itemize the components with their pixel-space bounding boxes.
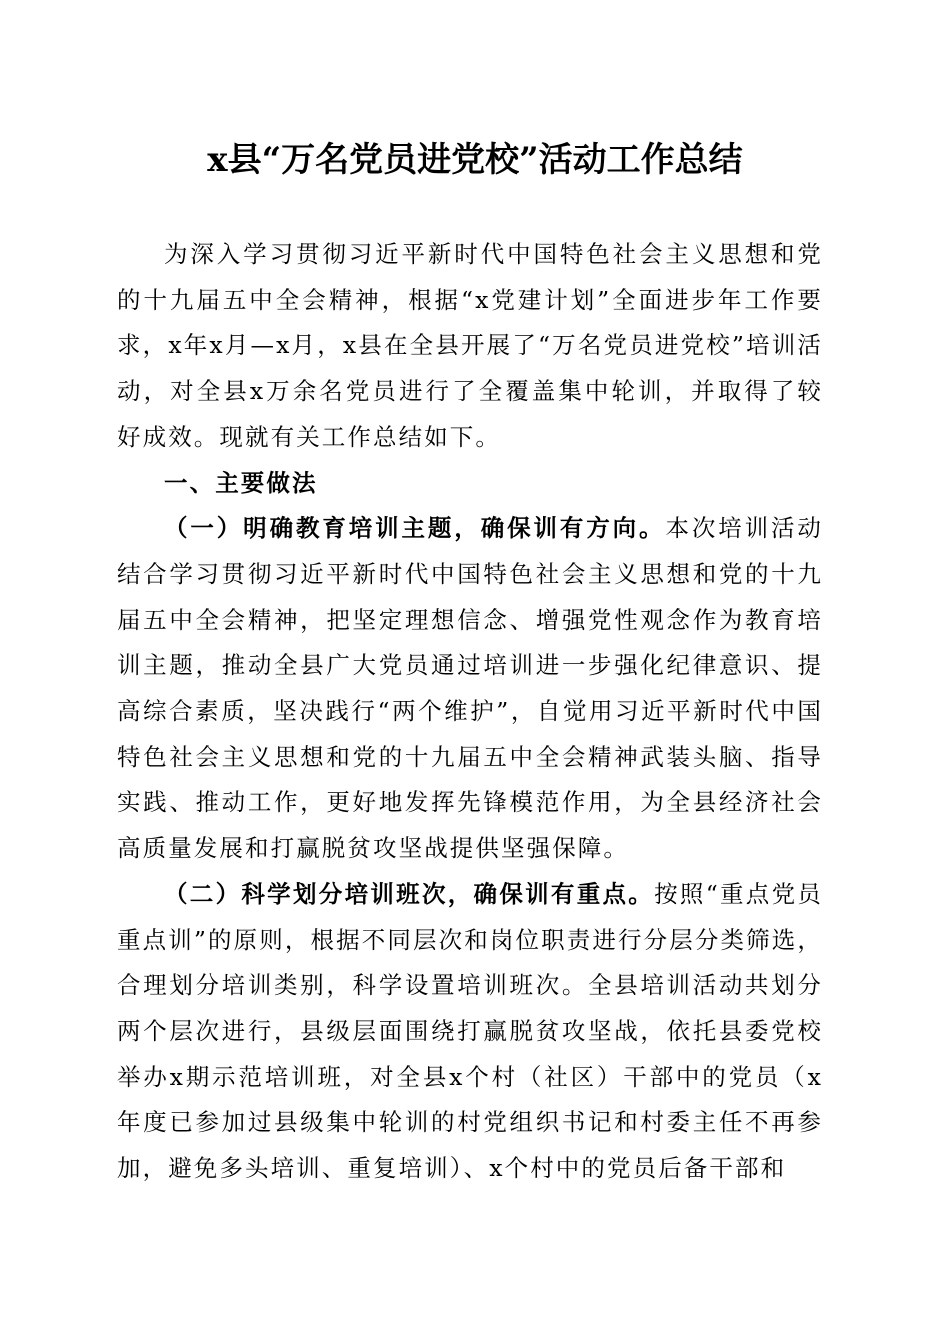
item-1-lead: （一）明确教育培训主题，确保训有方向。	[164, 514, 666, 543]
item-1-text: 本次培训活动结合学习贯彻习近平新时代中国特色社会主义思想和党的十九届五中全会精神，把坚定理想信念、增强党性观念作为教育培训主题，推动全县广大党员通过培训进一步强化纪律意识、提高综合素质，坚决践行“两个维护”，自觉用习近平新时代中国特色社会主义思想和党的十九届五中全会精神武装头脑、指导实践、推动工作，更好地发挥先锋模范作用，为全县经济社会高质量发展和打赢脱贫攻坚战提供坚强保障。	[117, 514, 823, 863]
section-heading-main-practices: 一、主要做法	[164, 468, 318, 497]
intro-paragraph: 为深入学习贯彻习近平新时代中国特色社会主义思想和党的十九届五中全会精神，根据“x党建计划”全面进步年工作要求，x年x月—x月，x县在全县开展了“万名党员进党校”培训活动，对全县x万余名党员进行了全覆盖集中轮训，并取得了较好成效。现就有关工作总结如下。	[117, 240, 823, 451]
paragraph-item-2	[117, 872, 823, 1192]
item-2-text: 按照“重点党员重点训”的原则，根据不同层次和岗位职责进行分层分类筛选，合理划分培训类别，科学设置培训班次。全县培训活动共划分两个层次进行，县级层面围绕打赢脱贫攻坚战，依托县委党校举办x期示范培训班，对全县x个村（社区）干部中的党员（x年度已参加过县级集中轮训的村党组织书记和村委主任不再参加，避免多头培训、重复培训）、x个村中的党员后备干部和	[117, 879, 823, 1183]
paragraph-item-1	[117, 506, 823, 872]
item-2-lead: （二）科学划分培训班次，确保训有重点。	[164, 879, 655, 908]
document-body	[117, 232, 823, 1192]
document-title: x县“万名党员进党校”活动工作总结	[207, 140, 743, 180]
